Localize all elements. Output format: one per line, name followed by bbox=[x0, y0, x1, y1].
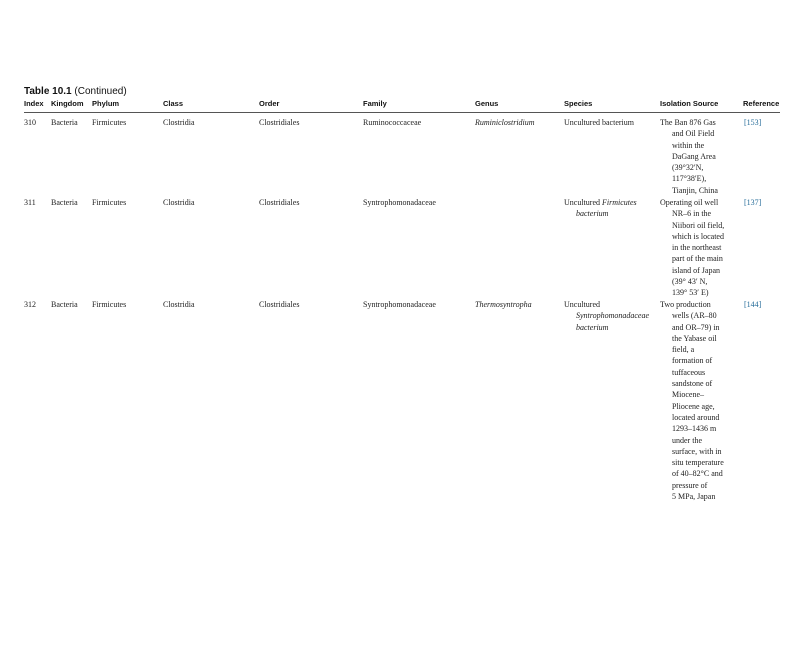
header-rule bbox=[24, 112, 780, 113]
source-line: Pliocene age, bbox=[672, 401, 715, 411]
header-genus: Genus bbox=[475, 99, 499, 108]
species-line: bacterium bbox=[576, 209, 609, 219]
header-order: Order bbox=[259, 99, 280, 108]
source-line: within the bbox=[672, 140, 705, 150]
source-line: Tianjin, China bbox=[672, 185, 718, 195]
source-line: 117°38′E), bbox=[672, 174, 707, 184]
header-isolation-source: Isolation Source bbox=[660, 99, 719, 108]
cell-kingdom: Bacteria bbox=[51, 198, 78, 207]
cell-reference-link[interactable]: [144] bbox=[744, 300, 762, 309]
table-caption-note: (Continued) bbox=[74, 86, 127, 97]
table-caption bbox=[24, 86, 127, 97]
cell-phylum: Firmicutes bbox=[92, 300, 127, 309]
header-class: Class bbox=[163, 99, 184, 108]
source-line: Miocene– bbox=[672, 390, 704, 400]
source-line: pressure of bbox=[672, 480, 708, 490]
cell-reference-link[interactable]: [137] bbox=[744, 198, 762, 207]
cell-isolation-source bbox=[660, 117, 718, 196]
cell-family: Ruminococcaceae bbox=[363, 118, 422, 127]
cell-genus: Ruminiclostridium bbox=[475, 118, 535, 127]
table-caption-label: Table 10.1 bbox=[24, 86, 72, 97]
source-line: 1293–1436 m bbox=[672, 424, 717, 434]
source-line: Niibori oil field, bbox=[672, 220, 725, 230]
species-italic: Firmicutes bbox=[602, 198, 637, 207]
source-line: the Yabase oil bbox=[672, 333, 717, 343]
cell-order: Clostridiales bbox=[259, 118, 300, 127]
source-line: sandstone of bbox=[672, 379, 713, 389]
source-line: under the bbox=[672, 435, 702, 445]
source-line: DaGang Area bbox=[672, 151, 716, 161]
source-line: surface, with in bbox=[672, 446, 722, 456]
header-species: Species bbox=[564, 99, 593, 108]
cell-index: 312 bbox=[24, 300, 36, 309]
source-line: situ temperature bbox=[672, 458, 724, 468]
header-index: Index bbox=[24, 99, 44, 108]
species-line: bacterium bbox=[576, 322, 609, 332]
cell-class: Clostridia bbox=[163, 198, 195, 207]
species-line bbox=[564, 197, 637, 208]
source-line: and OR–79) in bbox=[672, 322, 720, 332]
cell-order: Clostridiales bbox=[259, 198, 300, 207]
source-line: located around bbox=[672, 412, 720, 422]
species-prefix: Uncultured bbox=[564, 198, 600, 207]
cell-class: Clostridia bbox=[163, 118, 195, 127]
cell-genus: Thermosyntropha bbox=[475, 300, 532, 309]
cell-family: Syntrophomonadaceae bbox=[363, 198, 436, 207]
source-line: formation of bbox=[672, 356, 713, 366]
cell-kingdom: Bacteria bbox=[51, 300, 78, 309]
source-line: (39°32′N, bbox=[672, 163, 704, 173]
source-line: 5 MPa, Japan bbox=[672, 492, 716, 502]
source-line: NR–6 in the bbox=[672, 209, 712, 219]
cell-kingdom: Bacteria bbox=[51, 118, 78, 127]
source-line: wells (AR–80 bbox=[672, 311, 717, 321]
source-line: Operating oil well bbox=[660, 198, 719, 207]
source-line: which is located bbox=[672, 231, 724, 241]
cell-species: Uncultured bacterium bbox=[564, 118, 634, 127]
source-line: and Oil Field bbox=[672, 129, 715, 139]
cell-isolation-source bbox=[660, 197, 724, 299]
cell-index: 310 bbox=[24, 118, 36, 127]
header-phylum: Phylum bbox=[92, 99, 120, 108]
cell-class: Clostridia bbox=[163, 300, 195, 309]
cell-species bbox=[564, 197, 637, 220]
source-line: tuffaceous bbox=[672, 367, 706, 377]
cell-phylum: Firmicutes bbox=[92, 118, 127, 127]
source-line: in the northeast bbox=[672, 243, 722, 253]
cell-index: 311 bbox=[24, 198, 36, 207]
source-line: field, a bbox=[672, 345, 695, 355]
species-line: Syntrophomonadaceae bbox=[576, 311, 650, 321]
cell-phylum: Firmicutes bbox=[92, 198, 127, 207]
cell-species bbox=[564, 299, 649, 333]
header-family: Family bbox=[363, 99, 387, 108]
cell-order: Clostridiales bbox=[259, 300, 300, 309]
source-line: 139° 53′ E) bbox=[672, 288, 709, 298]
source-line: The Ban 876 Gas bbox=[660, 118, 716, 127]
header-kingdom: Kingdom bbox=[51, 99, 84, 108]
species-line: Uncultured bbox=[564, 300, 600, 309]
source-line: part of the main bbox=[672, 254, 723, 264]
source-line: island of Japan bbox=[672, 265, 720, 275]
source-line: Two production bbox=[660, 300, 711, 309]
cell-isolation-source bbox=[660, 299, 724, 502]
cell-reference-link[interactable]: [153] bbox=[744, 118, 762, 127]
source-line: (39° 43′ N, bbox=[672, 277, 708, 287]
source-line: of 40–82°C and bbox=[672, 469, 723, 479]
cell-family: Syntrophomonadaceae bbox=[363, 300, 436, 309]
header-reference: Reference bbox=[743, 99, 780, 108]
